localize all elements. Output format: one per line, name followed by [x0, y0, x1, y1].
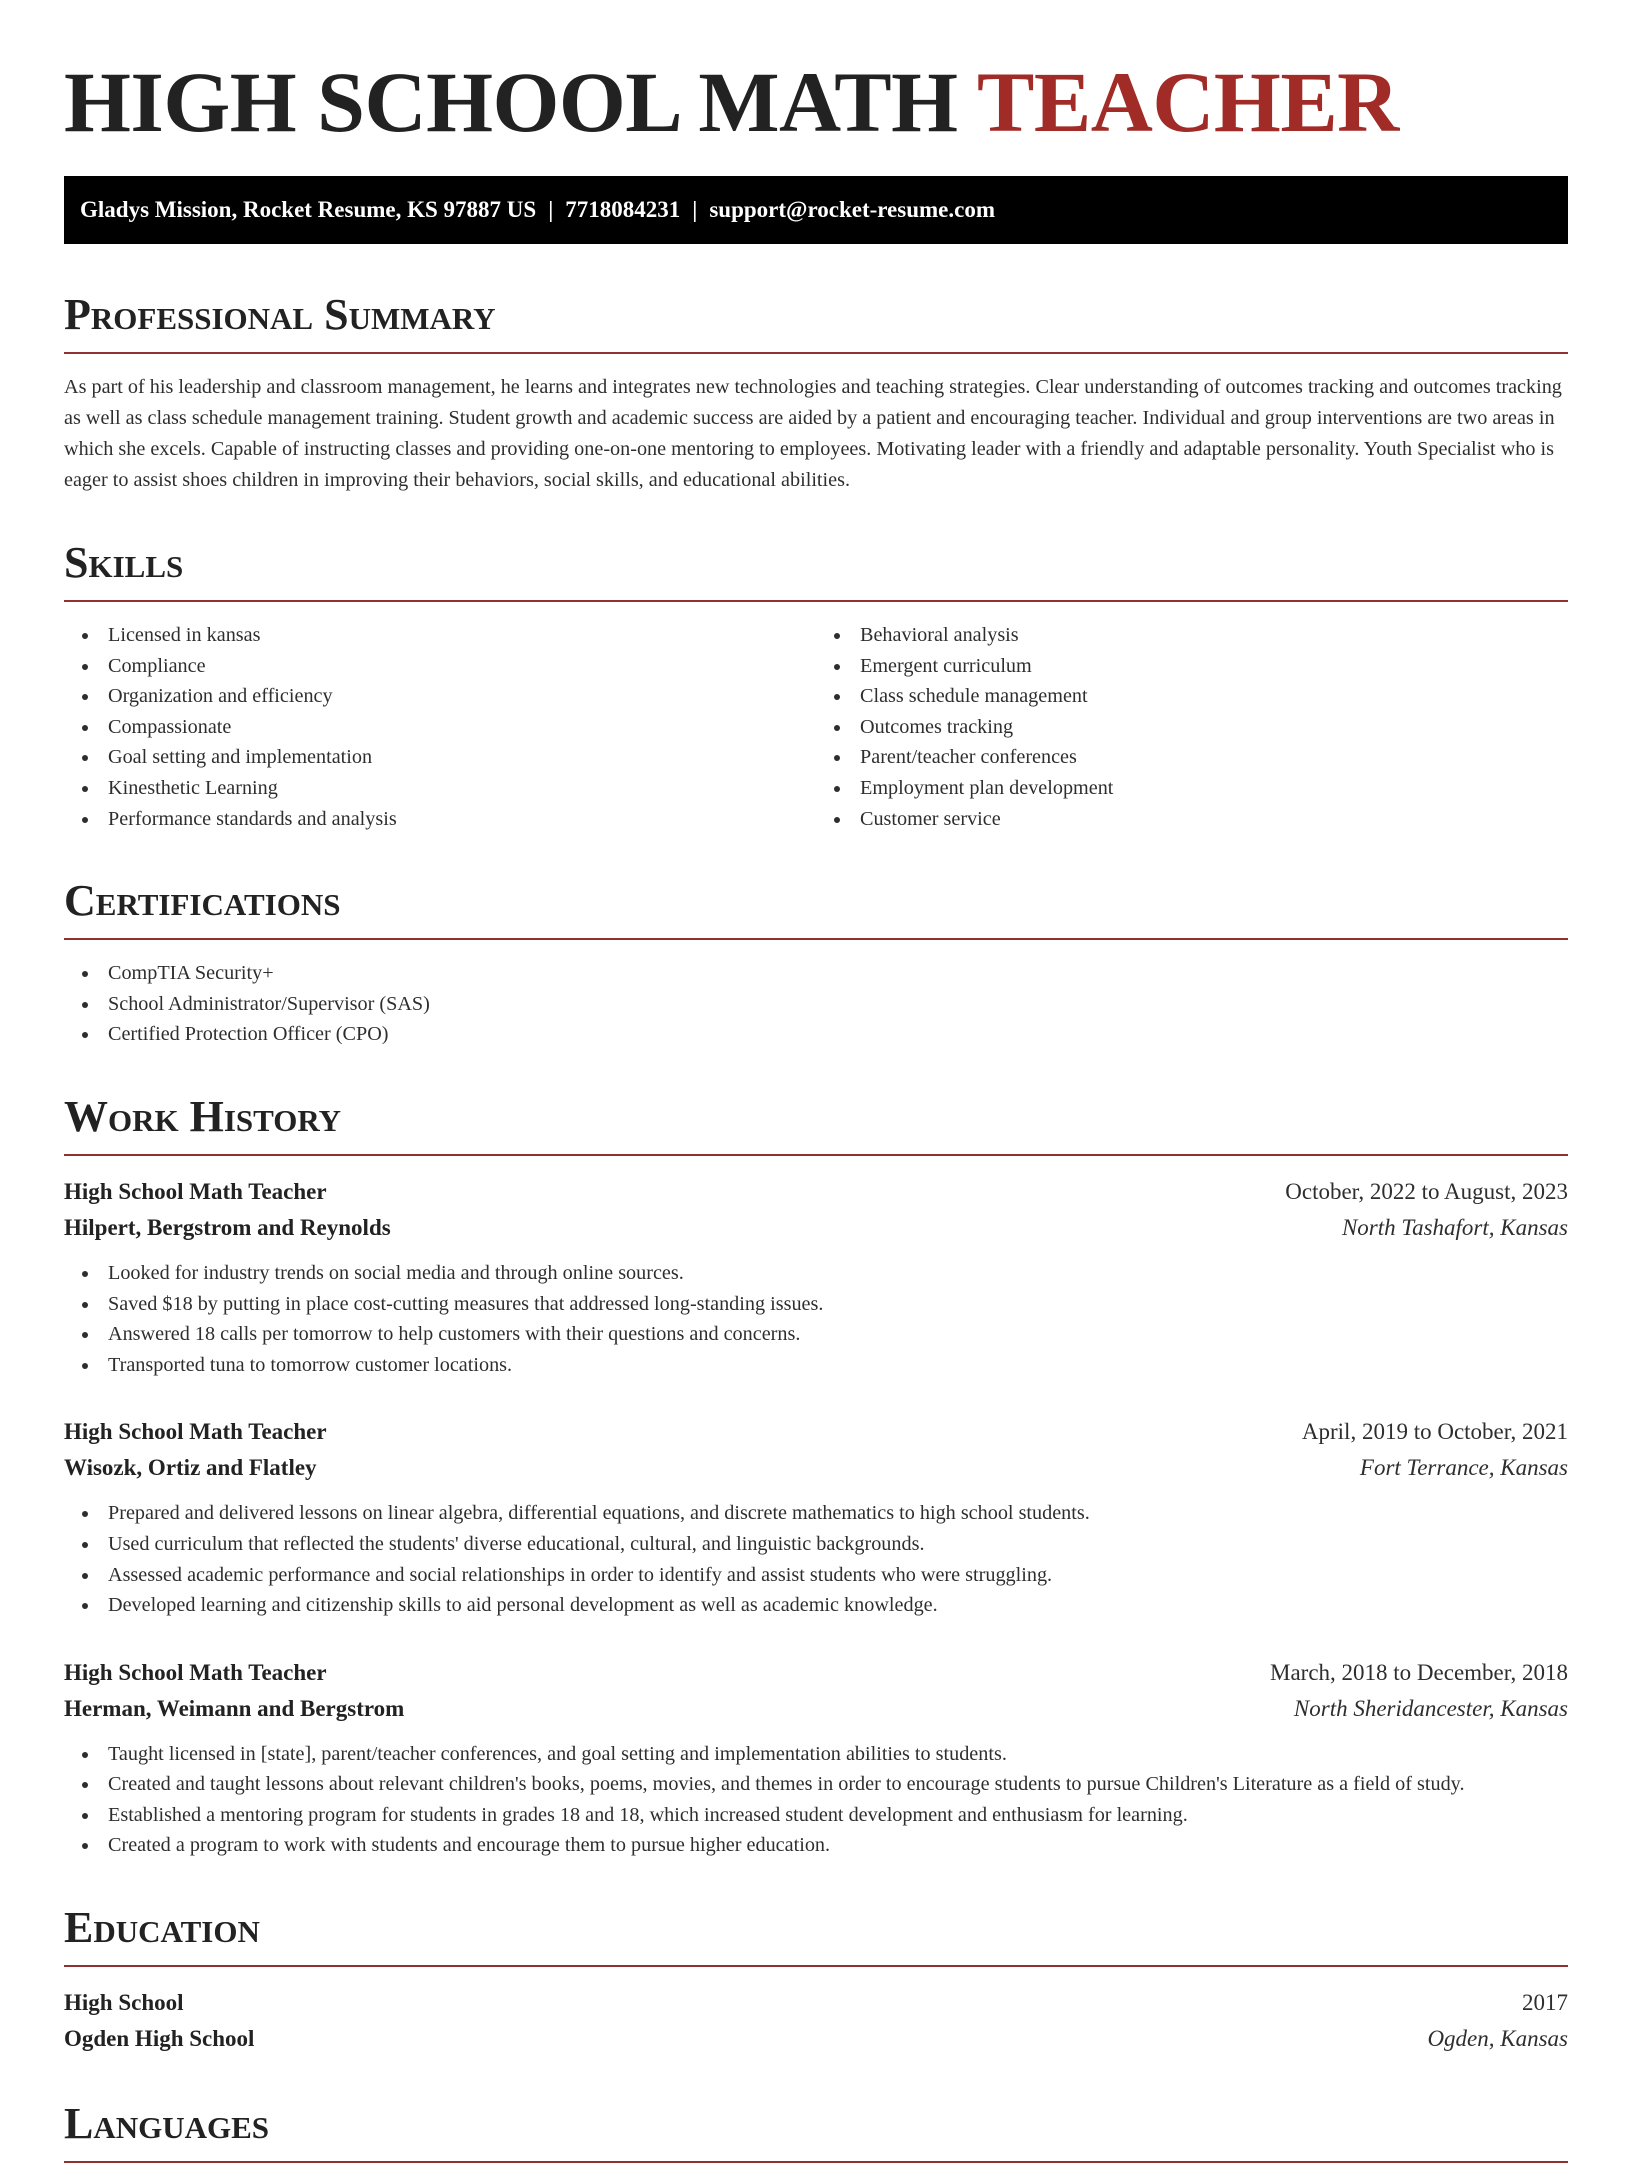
- job-duty-item: Saved $18 by putting in place cost-cutting measures that addressed long-standing issues.: [64, 1289, 1568, 1320]
- skill-item: Employment plan development: [816, 773, 1568, 804]
- job-dates: October, 2022 to August, 2023: [1285, 1178, 1568, 1204]
- job-company-row: [64, 1210, 1568, 1246]
- certifications-section: [64, 874, 1568, 1050]
- job-company-row: [64, 1691, 1568, 1727]
- certification-item: School Administrator/Supervisor (SAS): [64, 989, 1568, 1020]
- skill-item: Class schedule management: [816, 681, 1568, 712]
- education-school-row: [64, 2021, 1568, 2057]
- languages-heading: Languages: [64, 2097, 1568, 2163]
- work-history-section: [64, 1090, 1568, 1861]
- job-company: Wisozk, Ortiz and Flatley: [64, 1455, 317, 1481]
- skill-item: Outcomes tracking: [816, 712, 1568, 743]
- job-location: North Tashafort, Kansas: [1341, 1214, 1568, 1240]
- education-section: [64, 1901, 1568, 2057]
- job-dates: April, 2019 to October, 2021: [1301, 1419, 1568, 1445]
- job-header-row: [64, 1414, 1568, 1450]
- job-location: Fort Terrance, Kansas: [1359, 1455, 1568, 1481]
- contact-address: Gladys Mission, Rocket Resume, KS 97887 US: [80, 197, 537, 222]
- skills-list-right: [816, 620, 1568, 834]
- skills-columns: [64, 602, 1568, 834]
- summary-text: As part of his leadership and classroom management, he learns and integrates new technologies and teaching strategies. Clear understanding of outcomes tracking and outcomes tracking as well as class schedule management training. Student growth and academic success are aided by a patient and encouraging teacher. Individual and group interventions are two areas in which she excels. Capable of instructing classes and providing one-on-one mentoring to employees. Motivating leader with a friendly and adaptable personality. Youth Specialist who is eager to assist shoes children in improving their behaviors, social skills, and educational abilities.: [64, 376, 1562, 491]
- certification-item: CompTIA Security+: [64, 958, 1568, 989]
- job-location: North Sheridancester, Kansas: [1293, 1695, 1568, 1721]
- job-duty-item: Used curriculum that reflected the students' diverse educational, cultural, and linguistic backgrounds.: [64, 1529, 1568, 1560]
- certification-item: Certified Protection Officer (CPO): [64, 1019, 1568, 1050]
- job-entry: [64, 1414, 1568, 1620]
- job-duty-item: Established a mentoring program for students in grades 18 and 18, which increased student development and enthusiasm for learning.: [64, 1800, 1568, 1831]
- job-duty-item: Assessed academic performance and social relationships in order to identify and assist students who were struggling.: [64, 1560, 1568, 1591]
- skill-item: Kinesthetic Learning: [64, 773, 816, 804]
- skill-item: Emergent curriculum: [816, 651, 1568, 682]
- job-duty-item: Created and taught lessons about relevant children's books, poems, movies, and themes in order to encourage students to pursue Children's Literature as a field of study.: [64, 1769, 1568, 1800]
- contact-separator: |: [692, 197, 698, 222]
- skills-heading: Skills: [64, 536, 1568, 602]
- resume-title: [64, 0, 1568, 176]
- skills-list-left: [64, 620, 816, 834]
- education-degree: High School: [64, 1990, 184, 2016]
- resume-title-accent: TEACHER: [976, 54, 1399, 150]
- skill-item: Parent/teacher conferences: [816, 742, 1568, 773]
- job-header-row: [64, 1174, 1568, 1210]
- contact-phone: 7718084231: [565, 197, 681, 222]
- job-company: Hilpert, Bergstrom and Reynolds: [64, 1214, 391, 1240]
- skill-item: Compliance: [64, 651, 816, 682]
- contact-bar: [64, 176, 1568, 244]
- job-title: High School Math Teacher: [64, 1419, 327, 1445]
- job-duties-list: [64, 1258, 1568, 1380]
- contact-separator: |: [548, 197, 554, 222]
- job-duty-item: Created a program to work with students and encourage them to pursue higher education.: [64, 1830, 1568, 1861]
- education-entry: [64, 1985, 1568, 2057]
- job-entry: [64, 1655, 1568, 1861]
- job-company: Herman, Weimann and Bergstrom: [64, 1695, 405, 1721]
- skills-section: [64, 536, 1568, 834]
- summary-heading: Professional Summary: [64, 288, 1568, 354]
- contact-email[interactable]: support@rocket-resume.com: [709, 197, 995, 222]
- job-dates: March, 2018 to December, 2018: [1270, 1659, 1568, 1685]
- education-school: Ogden High School: [64, 2026, 255, 2052]
- summary-section: [64, 288, 1568, 496]
- education-year: 2017: [1522, 1990, 1568, 2016]
- education-heading: Education: [64, 1901, 1568, 1967]
- skill-item: Behavioral analysis: [816, 620, 1568, 651]
- skill-item: Licensed in kansas: [64, 620, 816, 651]
- job-company-row: [64, 1450, 1568, 1486]
- job-duty-item: Answered 18 calls per tomorrow to help customers with their questions and concerns.: [64, 1319, 1568, 1350]
- job-duty-item: Transported tuna to tomorrow customer locations.: [64, 1350, 1568, 1381]
- job-duty-item: Developed learning and citizenship skills to aid personal development as well as academic knowledge.: [64, 1590, 1568, 1621]
- skill-item: Goal setting and implementation: [64, 742, 816, 773]
- certifications-heading: Certifications: [64, 874, 1568, 940]
- work-history-heading: Work History: [64, 1090, 1568, 1156]
- skill-item: Organization and efficiency: [64, 681, 816, 712]
- job-duty-item: Looked for industry trends on social media and through online sources.: [64, 1258, 1568, 1289]
- skill-item: Performance standards and analysis: [64, 804, 816, 835]
- skill-item: Compassionate: [64, 712, 816, 743]
- job-title: High School Math Teacher: [64, 1659, 327, 1685]
- job-entry: [64, 1174, 1568, 1380]
- skill-item: Customer service: [816, 804, 1568, 835]
- education-location: Ogden, Kansas: [1427, 2026, 1568, 2052]
- job-title: High School Math Teacher: [64, 1178, 327, 1204]
- languages-section: [64, 2097, 1568, 2163]
- job-duty-item: Taught licensed in [state], parent/teacher conferences, and goal setting and implementation abilities to students.: [64, 1739, 1568, 1770]
- job-duties-list: [64, 1739, 1568, 1861]
- job-duty-item: Prepared and delivered lessons on linear algebra, differential equations, and discrete mathematics to high school students.: [64, 1498, 1568, 1529]
- resume-title-main: HIGH SCHOOL MATH: [64, 54, 977, 150]
- job-header-row: [64, 1655, 1568, 1691]
- job-duties-list: [64, 1498, 1568, 1620]
- certifications-list: [64, 958, 1568, 1050]
- education-degree-row: [64, 1985, 1568, 2021]
